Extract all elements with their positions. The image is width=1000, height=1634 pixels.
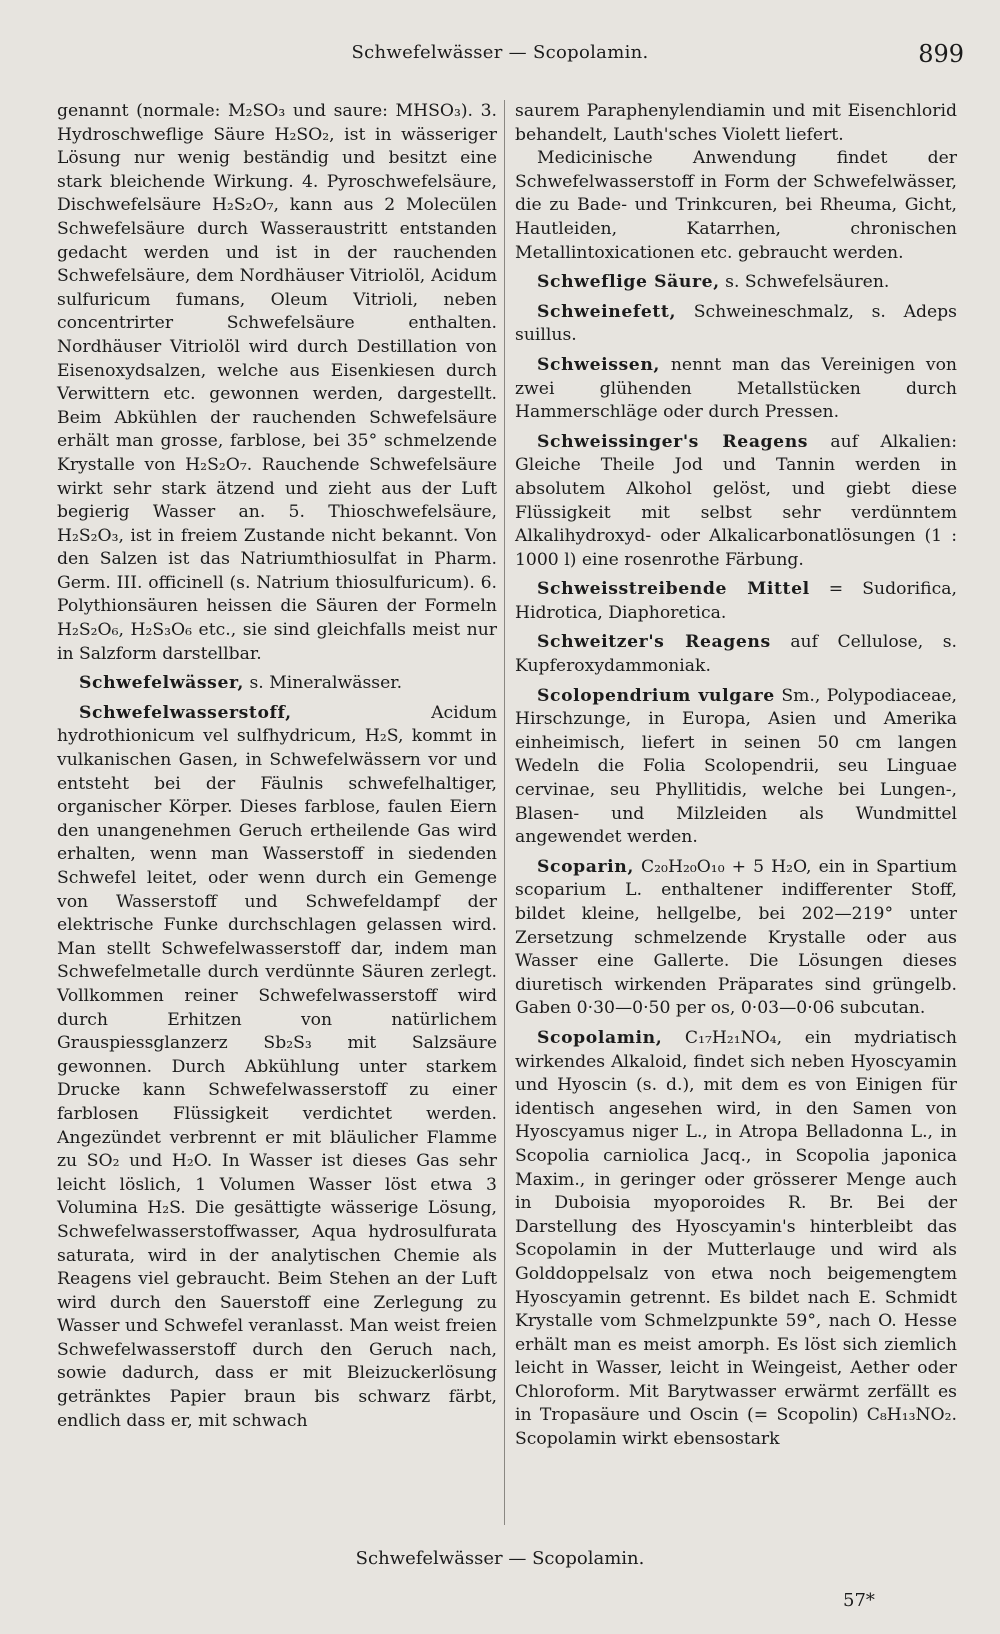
entry-schweissingers-reagens: [515, 431, 957, 573]
entry-text: Acidum hydrothionicum vel sulfhydricum, H₂S, kommt in vulkanischen Gasen, in Schwefelwässern vor und entsteht bei der Fäulnis schwefelhaltiger, organischer Körper. Dieses farblose, faulen Eiern den unangenehmen Geruch ertheilende Gas wird erhalten, wenn man Wasserstoff in siedenden Schwefel leitet, oder wenn durch ein Gemenge von Wasserstoff und Schwefeldampf der elektrische Funke durchschlagen gelassen wird. Man stellt Schwefelwasserstoff dar, indem man Schwefelmetalle durch verdünnte Säuren zerlegt. Vollkommen reiner Schwefelwasserstoff wird durch Erhitzen von natürlichem Grauspiessglanzerz Sb₂S₃ mit Salzsäure gewonnen. Durch Abkühlung unter starkem Drucke kann Schwefelwasserstoff zu einer farblosen Flüssigkeit verdichtet werden. Angezündet verbrennt er mit bläulicher Flamme zu SO₂ und H₂O. In Wasser ist dieses Gas sehr leicht löslich, 1 Volumen Wasser löst etwa 3 Volumina H₂S. Die gesättigte wässerige Lösung, Schwefelwasserstoffwasser, Aqua hydrosulfurata saturata, wird in der analytischen Chemie als Reagens viel gebraucht. Beim Stehen an der Luft wird durch den Sauerstoff eine Zerlegung zu Wasser und Schwefel veranlasst. Man weist freien Schwefelwasserstoff durch den Geruch nach, sowie dadurch, dass er mit Bleizuckerlösung getränktes Papier braun bis schwarz färbt, endlich dass er, mit schwach: [57, 702, 497, 1431]
footer-running-title: Schwefelwässer — Scopolamin.: [355, 1548, 645, 1569]
entry-headword: Schwefelwässer,: [79, 673, 244, 694]
entry-scopolamin: [515, 1027, 957, 1452]
entry-text: Schweineschmalz, s. Adeps suillus.: [515, 301, 957, 346]
running-head: Schwefelwässer — Scopolamin.: [351, 42, 649, 63]
page-number: 899: [918, 40, 964, 68]
entry-headword: Scopolamin,: [537, 1027, 663, 1048]
right-column: [515, 100, 957, 1452]
entry-text: Sm., Polypodiaceae, Hirschzunge, in Europa, Asien und Amerika einheimisch, liefert in seinen 50 cm langen Wedeln die Folia Scolopendrii, seu Linguae cervinae, seu Phyllitidis, welche bei Lungen-, Blasen- und Milzleiden als Wundmittel angewendet werden.: [515, 685, 958, 848]
entry-headword: Schweflige Säure,: [537, 272, 720, 293]
entry-text: = Sudorifica, Hidrotica, Diaphoretica.: [515, 579, 957, 623]
right-continuation-paragraph: saurem Paraphenylendiamin und mit Eisenchlorid behandelt, Lauth'sches Violett liefert.: [515, 101, 957, 145]
left-column: [57, 100, 497, 1433]
signature-mark: 57*: [843, 1590, 875, 1611]
entry-headword: Schwefelwasserstoff,: [79, 702, 292, 723]
entry-schweflige-saeure: [515, 271, 957, 295]
entry-text: C₁₇H₂₁NO₄, ein mydriatisch wirkendes Alkaloid, findet sich neben Hyoscyamin und Hyoscin (s. d.), mit dem es von Einigen für identisch angesehen wird, in den Samen von Hyoscyamus niger L., in Atropa Belladonna L., in Scopolia carniolica Jacq., in Scopolia japonica Maxim., in geringer oder grösserer Menge auch in Duboisia myoporoides R. Br. Bei der Darstellung des Hyoscyamin's hinterbleibt das Scopolamin in der Mutterlauge und wird als Golddoppelsalz von etwa noch beigemengtem Hyoscyamin getrennt. Es bildet nach E. Schmidt Krystalle vom Schmelzpunkte 59°, nach O. Hesse erhält man es meist amorph. Es löst sich ziemlich leicht in Wasser, leicht in Weingeist, Aether oder Chloroform. Mit Barytwasser erwärmt zerfällt es in Tropasäure und Oscin (= Scopolin) C₈H₁₃NO₂. Scopolamin wirkt ebensostark: [515, 1027, 957, 1450]
entry-text: auf Alkalien: Gleiche Theile Jod und Tannin werden in absolutem Alkohol gelöst, und giebt diese Flüssigkeit mit selbst sehr verdünntem Alkalihydroxyd- oder Alkalicarbonatlösungen (1 : 1000 l) eine rosenrothe Färbung.: [515, 431, 957, 570]
entry-schwefelwasserstoff: [57, 702, 497, 1433]
entry-schweinefett: [515, 301, 957, 348]
entry-text: s. Mineralwässer.: [243, 673, 403, 694]
entry-headword: Schweissen,: [537, 354, 661, 375]
entry-scolopendrium-vulgare: [515, 685, 957, 850]
entry-schweisstreibende-mittel: [515, 578, 957, 625]
entry-text: C₂₀H₂₀O₁₀ + 5 H₂O, ein in Spartium scoparium L. enthaltener indifferenter Stoff, bildet kleine, hellgelbe, bei 202—219° unter Zersetzung schmelzende Krystalle oder aus Wasser eine Gallerte. Die Lösungen dieses diuretisch wirkenden Präparates sind grüngelb. Gaben 0·30—0·50 per os, 0·03—0·06 subcutan.: [515, 856, 957, 1019]
entry-headword: Schweisstreibende Mittel: [537, 579, 810, 600]
left-continuation-paragraph: genannt (normale: M₂SO₃ und saure: MHSO₃). 3. Hydroschweflige Säure H₂SO₂, ist in wässeriger Lösung nur wenig beständig und besitzt eine stark bleichende Wirkung. 4. Pyroschwefelsäure, Dischwefelsäure H₂S₂O₇, kann aus 2 Molecülen Schwefelsäure durch Wasseraustritt entstanden gedacht werden und ist in der rauchenden Schwefelsäure, dem Nordhäuser Vitriolöl, Acidum sulfuricum fumans, Oleum Vitrioli, neben concentrirter Schwefelsäure enthalten. Nordhäuser Vitriolöl wird durch Destillation von Eisenoxydsalzen, welche aus Eisenkiesen durch Verwittern etc. gewonnen werden, dargestellt. Beim Abkühlen der rauchenden Schwefelsäure erhält man grosse, farblose, bei 35° schmelzende Krystalle von H₂S₂O₇. Rauchende Schwefelsäure wirkt sehr stark ätzend und zieht aus der Luft begierig Wasser an. 5. Thioschwefelsäure, H₂S₂O₃, ist in freiem Zustande nicht bekannt. Von den Salzen ist das Natriumthiosulfat in Pharm. Germ. III. officinell (s. Natrium thiosulfuricum). 6. Polythionsäuren heissen die Säuren der Formeln H₂S₂O₆, H₂S₃O₆ etc., sie sind gleichfalls meist nur in Salzform darstellbar.: [57, 101, 497, 664]
medical-use-paragraph: Medicinische Anwendung findet der Schwefelwasserstoff in Form der Schwefelwässer, die zu Bade- und Trinkcuren, bei Rheuma, Gicht, Hautleiden, Katarrhen, chronischen Metallintoxicationen etc. gebraucht werden.: [515, 148, 957, 263]
entry-schweissen: [515, 354, 957, 425]
entry-text: auf Cellulose, s. Kupferoxydammoniak.: [515, 632, 957, 677]
entry-headword: Scoparin,: [537, 856, 634, 877]
entry-text: nennt man das Vereinigen von zwei glühenden Metallstücken durch Hammerschläge oder durch Pressen.: [515, 354, 957, 423]
entry-schwefelwaesser: [57, 672, 497, 696]
entry-text: s. Schwefelsäuren.: [719, 272, 890, 293]
entry-headword: Schweitzer's Reagens: [537, 632, 771, 653]
column-divider: [504, 100, 505, 1525]
entry-headword: Scolopendrium vulgare: [537, 685, 775, 706]
entry-scoparin: [515, 856, 957, 1021]
entry-headword: Schweinefett,: [537, 301, 677, 322]
entry-schweitzers-reagens: [515, 631, 957, 678]
entry-headword: Schweissinger's Reagens: [537, 431, 809, 452]
